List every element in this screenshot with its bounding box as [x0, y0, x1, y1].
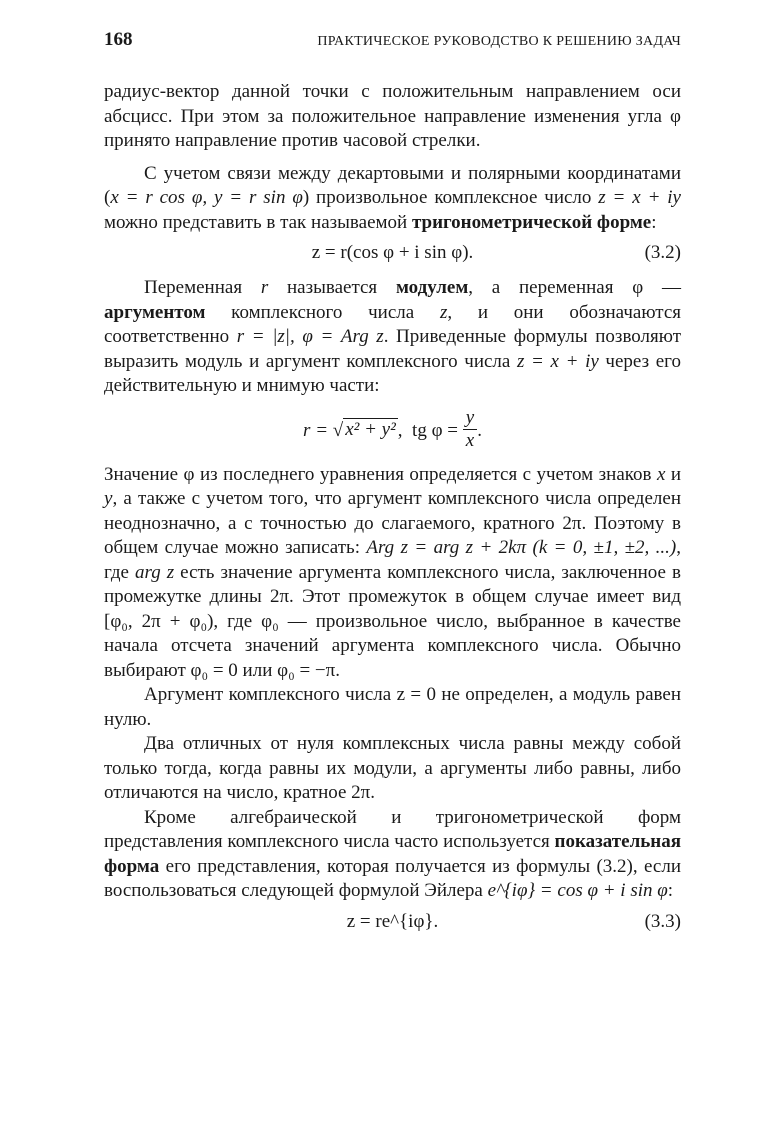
text-run: С учетом связи между декартовыми и полярными координатами ( [104, 162, 681, 208]
text-run: . Приведенные формулы позволяют выразить модуль и аргумент комплексного числа [104, 326, 682, 372]
modulus-lhs: r = [303, 419, 329, 441]
text-run: Значение φ из последнего уравнения определяется с учетом знаков [104, 463, 657, 485]
fraction-denominator: x [465, 429, 475, 451]
paragraph-1: радиус-вектор данной точки с положительным направлением оси абсцисс. При этом за положительное направление изменения угла φ принято направление против часовой стрелки. [104, 81, 681, 151]
separator: , [397, 419, 403, 441]
term-trigonometric-form: тригонометрической форме [411, 211, 652, 233]
text-run: его представления, которая получается из формулы (3.2), если воспользоваться следующей формулой Эйлера [104, 855, 681, 901]
inline-math: r [260, 277, 269, 298]
equation-number-3-3: (3.3) [644, 910, 681, 932]
text-run: , а также с учетом того, что аргумент комплексного числа определен неоднозначно, а с точностью до слагаемого, кратного 2π. Поэтому в общем случае можно записать: [104, 488, 681, 558]
text-run: Кроме алгебраической и тригонометрической форм представления комплексного числа часто используется [104, 806, 681, 852]
text-run: комплексного числа [205, 301, 440, 323]
text-run: называется [268, 277, 396, 298]
term-argument: аргументом [104, 301, 206, 323]
text-run: , где [104, 537, 681, 583]
paragraph-4 [104, 463, 681, 684]
paragraph-6: Два отличных от нуля комплексных числа равны между собой только тогда, когда равны их модули, а аргументы либо равны, либо отличаются на число, кратное 2π. [104, 733, 681, 803]
text-run: через его действительную и мнимую части: [104, 350, 681, 396]
inline-math: z = x + iy [517, 350, 599, 372]
text-run: , а переменная φ — [468, 277, 681, 298]
text-run: можно представить в так называемой [104, 211, 412, 233]
inline-math: arg z [135, 561, 175, 583]
inline-math: z = x + iy [598, 187, 681, 208]
inline-math: r = |z|, φ = Arg z [236, 326, 384, 347]
radicand: x² + y² [345, 419, 396, 441]
text-run: : [651, 211, 657, 233]
fraction-y-over-x [463, 407, 477, 452]
inline-math: x [656, 463, 666, 485]
formula-modulus-argument-expression: r = √ x² + y² , tg φ = $\frac{y}{x}$ . [303, 406, 482, 451]
page-header [104, 28, 681, 50]
text-run: ) произвольное комплексное число [302, 187, 599, 208]
inline-math: z [439, 301, 448, 323]
term-modulus: модулем [395, 277, 469, 298]
formula-3-2-expression: z = r(cos φ + i sin φ). [311, 242, 474, 263]
page-number: 168 [104, 29, 133, 50]
inline-math: y [104, 488, 113, 509]
paragraph-5: Аргумент комплексного числа z = 0 не определен, а модуль равен нулю. [104, 684, 681, 730]
square-root-radicand [343, 418, 398, 440]
paragraph-3 [104, 276, 681, 399]
euler-formula: e^{iφ} = cos φ + i sin φ [487, 880, 668, 901]
coordinate-relations: x = r cos φ, y = r sin φ [110, 187, 303, 208]
running-head: ПРАКТИЧЕСКОЕ РУКОВОДСТВО К РЕШЕНИЮ ЗАДАЧ [317, 34, 681, 49]
fraction-numerator: y [463, 407, 477, 430]
term-exponential-form: показательная форма [104, 831, 681, 877]
formula-3-3 [104, 910, 681, 938]
paragraph-7 [104, 806, 681, 904]
formula-3-2 [104, 241, 681, 269]
text-run: , и они обозначаются соответственно [104, 301, 681, 347]
tangent-lhs: tg φ = [412, 419, 459, 441]
paragraph-2 [104, 162, 681, 236]
text-run: и [665, 463, 681, 485]
text-run: Переменная [144, 277, 261, 298]
text-run: есть значение аргумента комплексного числа, заключенное в промежутке длины 2π. Этот промежуток в общем случае имеет вид [φ₀, 2π + φ₀), где φ₀ — произвольное число, выбранное в качестве начала отсчета значений аргумента комплексного числа. Обычно выбирают φ₀ = 0 или φ₀ = −π. [104, 561, 681, 681]
formula-modulus-argument [104, 403, 681, 461]
equation-number-3-2: (3.2) [644, 242, 681, 263]
body-text [104, 80, 681, 945]
formula-3-3-expression: z = re^{iφ}. [346, 910, 439, 932]
formula-period: . [477, 419, 482, 441]
inline-math: Arg z = arg z + 2kπ (k = 0, ±1, ±2, ...) [366, 537, 677, 558]
text-run: : [667, 880, 674, 901]
